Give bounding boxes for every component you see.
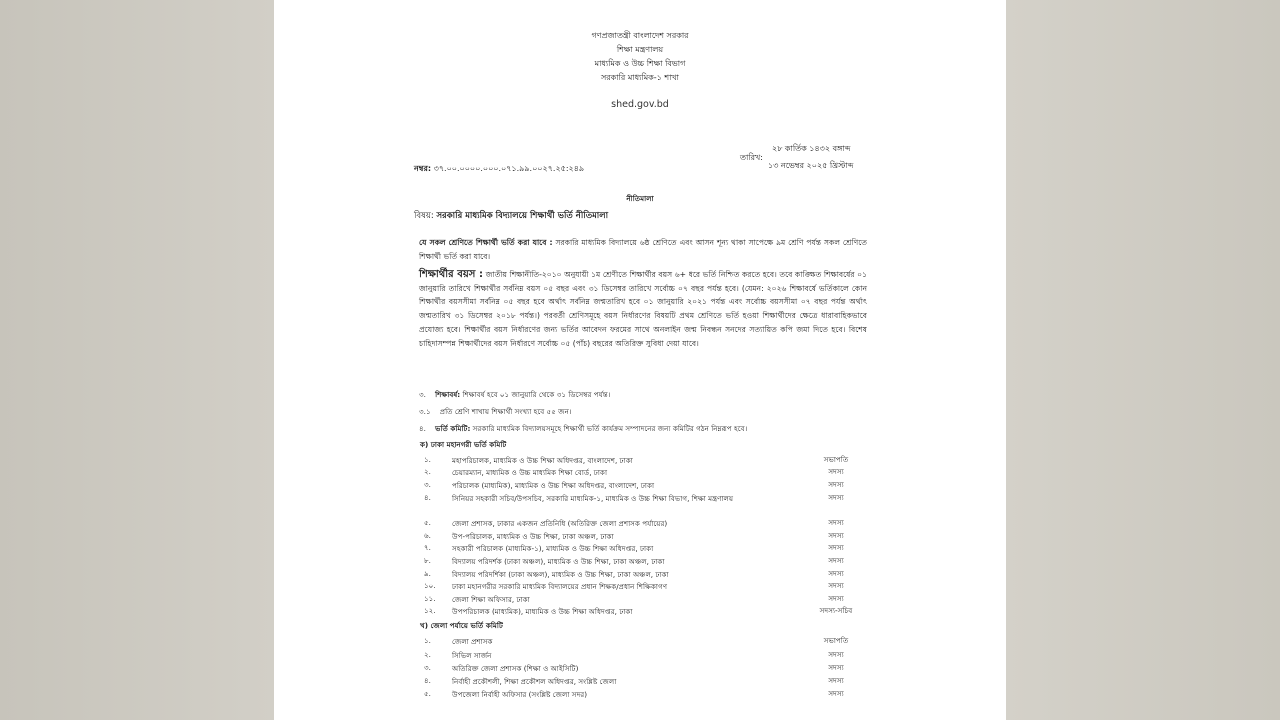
row-num: ১১. <box>424 594 436 603</box>
row-role: সদস্য <box>828 518 844 527</box>
table-row <box>424 569 868 581</box>
section-classes-heading: যে সকল শ্রেণিতে শিক্ষার্থী ভর্তি করা যাবে : <box>419 238 553 247</box>
subject-label: বিষয়: <box>414 211 434 221</box>
row-role: সদস্য <box>828 556 844 565</box>
row-num: ৫. <box>424 518 431 527</box>
row-role: সদস্য <box>828 480 844 489</box>
row-text: বিদ্যালয় পরিদর্শিকা (ঢাকা অঞ্চল), মাধ্যমিক ও উচ্চ শিক্ষা, ঢাকা অঞ্চল, ঢাকা <box>452 570 669 579</box>
left-background <box>0 0 274 720</box>
row-text: অতিরিক্ত জেলা প্রশাসক (শিক্ষা ও আইসিটি) <box>452 664 579 673</box>
row-role: সদস্য <box>828 676 844 685</box>
table-row <box>424 455 868 467</box>
section-classes-text: সরকারি মাধ্যমিক বিদ্যালয়ে ৬ষ্ঠ শ্রেণিতে এবং আসন শূন্য থাকা সাপেক্ষে ৯ম শ্রেণি পর্যন্ত সকল শ্রেণিতে শিক্ষার্থী ভর্তি করা যাবে। <box>419 238 867 261</box>
row-text: মহাপরিচালক, মাধ্যমিক ও উচ্চ শিক্ষা অধিদপ্তর, বাংলাদেশ, ঢাকা <box>452 456 633 465</box>
row-text: নির্বাহী প্রকৌশলী, শিক্ষা প্রকৌশল অধিদপ্তর, সংশ্লিষ্ট জেলা <box>452 677 617 686</box>
row-num: ১০. <box>424 581 436 590</box>
item-academic-year <box>419 390 610 402</box>
memo-number <box>414 163 584 176</box>
row-role: সদস্য <box>828 543 844 552</box>
table-row <box>424 518 868 530</box>
subject-text: সরকারি মাধ্যমিক বিদ্যালয়ে শিক্ষার্থী ভর্তি নীতিমালা <box>436 211 609 221</box>
row-text: বিদ্যালয় পরিদর্শক (ঢাকা অঞ্চল), মাধ্যমিক ও উচ্চ শিক্ষা, ঢাকা অঞ্চল, ঢাকা <box>452 557 665 566</box>
table-row <box>424 606 868 618</box>
table-row <box>424 543 868 555</box>
table-row <box>424 493 868 505</box>
row-text: চেয়ারম্যান, মাধ্যমিক ও উচ্চ মাধ্যমিক শিক্ষা বোর্ড, ঢাকা <box>452 468 608 477</box>
row-num: ৩. <box>424 663 431 672</box>
row-role: সদস্য <box>828 581 844 590</box>
date-label: তারিখ: <box>740 153 763 162</box>
row-role: সদস্য <box>828 493 844 502</box>
table-row <box>424 650 868 662</box>
item-label: শিক্ষাবর্ষ: <box>435 390 461 399</box>
row-text: সহকারী পরিচালক (মাধ্যমিক-১), মাধ্যমিক ও উচ্চ শিক্ষা অধিদপ্তর, ঢাকা <box>452 544 654 553</box>
row-num: ৫. <box>424 689 431 698</box>
row-role: সদস্য <box>828 663 844 672</box>
row-num: ৮. <box>424 556 431 565</box>
memo-label: নম্বর: <box>414 164 432 173</box>
header-website: shed.gov.bd <box>611 99 669 110</box>
section-age-text: জাতীয় শিক্ষানীতি-২০১০ অনুযায়ী ১ম শ্রেণীতে শিক্ষার্থীর বয়স ৬+ ধরে ভর্তি নিশ্চিত করতে হবে। তবে কাঙ্ক্ষিত শিক্ষাবর্ষের ০১ জানুয়ারি তারিখে শিক্ষার্থীর সর্বনিম্ন বয়স ০৫ বছর এবং ৩১ ডিসেম্বর তারিখে সর্বোচ্চ ০৭ বছর পর্যন্ত হবে। (যেমন: ২০২৬ শিক্ষাবর্ষে ভর্তিকালে কোন শিক্ষার্থীর বয়সসীমা সর্বনিম্ন ০৫ বছর হবে অর্থাৎ সর্বনিম্ন জন্মতারিখ হবে ০১ জানুয়ারি ২০২১ পর্যন্ত এবং সর্বোচ্চ বয়সসীমা ০৭ বছর পর্যন্ত অর্থাৎ জন্মতারিখ ৩১ ডিসেম্বর ২০১৮ পর্যন্ত।) পরবর্তী শ্রেণিসমূহে বয়স নির্ধারণের বিষয়টি প্রথম শ্রেণিতে ভর্তি হওয়া শিক্ষার্থীদের ক্ষেত্রে ধারাবাহিকভাবে প্রযোজ্য হবে। শিক্ষার্থীর বয়স নির্ধারণের জন্য ভর্তির আবেদন ফরমের সাথে অনলাইন জন্ম নিবন্ধন সনদের সত্যায়িত কপি জমা দিতে হবে। বিশেষ চাহিদাসম্পন্ন শিক্ষার্থীদের বয়স নির্ধারণে সর্বোচ্চ ০৫ (পাঁচ) বছরের অতিরিক্ত সুবিধা দেয়া যাবে। <box>419 270 867 348</box>
row-role: সদস্য <box>828 650 844 659</box>
table-row <box>424 676 868 688</box>
table-row <box>424 636 868 648</box>
header-government: গণপ্রজাতন্ত্রী বাংলাদেশ সরকার <box>591 31 689 40</box>
header-division: মাধ্যমিক ও উচ্চ শিক্ষা বিভাগ <box>594 59 686 68</box>
date-gregorian: ১৩ নভেম্বর ২০২৫ খ্রিস্টাব্দ <box>768 161 854 170</box>
item-num: ৩. <box>419 390 426 399</box>
item-num: ৪. <box>419 424 426 433</box>
row-role: সদস্য <box>828 594 844 603</box>
row-role: সভাপতি <box>823 636 849 645</box>
header-ministry: শিক্ষা মন্ত্রণালয় <box>616 45 664 54</box>
row-text: উপ-পরিচালক, মাধ্যমিক ও উচ্চ শিক্ষা, ঢাকা অঞ্চল, ঢাকা <box>452 532 614 541</box>
row-role: সদস্য-সচিব <box>819 606 853 615</box>
row-num: ৯. <box>424 569 431 578</box>
row-role: সদস্য <box>828 467 844 476</box>
section-classes <box>419 236 867 263</box>
row-role: সভাপতি <box>823 455 849 464</box>
memo-value: ৩৭.০০.০০০০.০০০.০৭১.৯৯.০০২৭.২৫:২৪৯ <box>433 164 585 173</box>
row-text: উপজেলা নির্বাহী অফিসার (সংশ্লিষ্ট জেলা সদর) <box>452 690 588 699</box>
row-text: জেলা প্রশাসক, ঢাকার একজন প্রতিনিধি (অতিরিক্ত জেলা প্রশাসক পর্যায়ের) <box>452 519 668 528</box>
item-label: ভর্তি কমিটি: <box>435 424 471 433</box>
committee-dhaka-heading: ক) ঢাকা মহানগরী ভর্তি কমিটি <box>420 440 507 449</box>
row-num: ১. <box>424 455 431 464</box>
date-bangla: ২৮ কার্তিক ১৪৩২ বঙ্গাব্দ <box>772 144 851 153</box>
document-page <box>274 0 1006 720</box>
row-role: সদস্য <box>828 689 844 698</box>
row-role: সদস্য <box>828 531 844 540</box>
row-text: জেলা প্রশাসক <box>452 637 493 646</box>
header-branch: সরকারি মাধ্যমিক-১ শাখা <box>601 73 679 82</box>
row-text: ঢাকা মহানগরীর সরকারি মাধ্যমিক বিদ্যালয়ের প্রধান শিক্ষক/প্রধান শিক্ষিকাগণ <box>452 582 668 591</box>
row-num: ৪. <box>424 676 431 685</box>
section-age <box>419 268 867 350</box>
row-text: উপপরিচালক (মাধ্যমিক), মাধ্যমিক ও উচ্চ শিক্ষা অধিদপ্তর, ঢাকা <box>452 607 633 616</box>
doc-type: নীতিমালা <box>626 194 654 203</box>
table-row <box>424 467 868 479</box>
table-row <box>424 689 868 701</box>
row-text: সিনিয়র সহকারী সচিব/উপসচিব, সরকারি মাধ্যমিক-১, মাধ্যমিক ও উচ্চ শিক্ষা বিভাগ, শিক্ষা মন্ত্রণালয় <box>452 494 734 503</box>
row-num: ৩. <box>424 480 431 489</box>
table-row <box>424 531 868 543</box>
row-num: ৬. <box>424 531 431 540</box>
row-num: ৭. <box>424 543 431 552</box>
item-text: শিক্ষাবর্ষ হবে ০১ জানুয়ারি থেকে ৩১ ডিসেম্বর পর্যন্ত। <box>462 390 611 399</box>
row-num: ২. <box>424 650 431 659</box>
item-num: ৩.১ <box>419 407 431 416</box>
item-admission-committee <box>419 424 747 436</box>
item-text: সরকারি মাধ্যমিক বিদ্যালয়সমূহে শিক্ষার্থী ভর্তি কার্যক্রম সম্পাদনের জন্য কমিটির গঠন নিম্নরূপ হবে। <box>472 424 748 433</box>
item-text: প্রতি শ্রেণি শাখায় শিক্ষার্থী সংখ্যা হবে ৫৫ জন। <box>439 407 572 416</box>
row-text: পরিচালক (মাধ্যমিক), মাধ্যমিক ও উচ্চ শিক্ষা অধিদপ্তর, বাংলাদেশ, ঢাকা <box>452 481 655 490</box>
table-row <box>424 594 868 606</box>
subject-line <box>414 209 608 223</box>
table-row <box>424 663 868 675</box>
row-num: ১২. <box>424 606 436 615</box>
row-text: সিভিল সার্জন <box>452 651 492 660</box>
row-text: জেলা শিক্ষা অফিসার, ঢাকা <box>452 595 530 604</box>
committee-district-heading: খ) জেলা পর্যায়ে ভর্তি কমিটি <box>420 621 503 630</box>
table-row <box>424 556 868 568</box>
section-age-heading: শিক্ষার্থীর বয়স : <box>419 269 483 280</box>
right-background <box>1006 0 1280 720</box>
table-row <box>424 480 868 492</box>
row-num: ৪. <box>424 493 431 502</box>
row-num: ২. <box>424 467 431 476</box>
row-num: ১. <box>424 636 431 645</box>
item-section-size <box>419 407 571 419</box>
table-row <box>424 581 868 593</box>
row-role: সদস্য <box>828 569 844 578</box>
